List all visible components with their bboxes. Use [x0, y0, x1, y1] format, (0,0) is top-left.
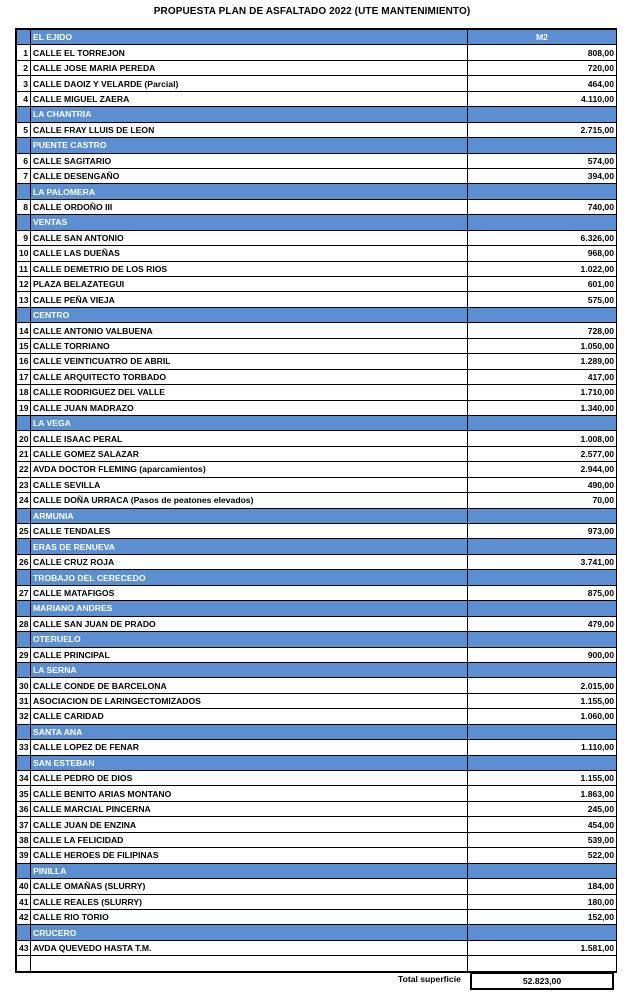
row-number: 27: [17, 585, 31, 600]
area-m2: 1.581,00: [468, 940, 617, 955]
area-m2: 184,00: [468, 879, 617, 894]
area-m2: 575,00: [468, 292, 617, 307]
area-m2: 464,00: [468, 76, 617, 91]
zone-header-row: [17, 755, 617, 770]
street-name: PLAZA BELAZATEGUI: [31, 277, 468, 292]
row-number: 14: [17, 323, 31, 338]
zone-name: MARIANO ANDRES: [31, 601, 468, 616]
document-title: PROPUESTA PLAN DE ASFALTADO 2022 (UTE MANTENIMIENTO): [153, 6, 471, 17]
blank-row: [17, 956, 617, 971]
total-value-box: 52.823,00: [470, 972, 614, 990]
zone-name: LA PALOMERA: [31, 184, 468, 199]
area-m2: 245,00: [468, 801, 617, 816]
row-number: 34: [17, 771, 31, 786]
area-m2: 1.060,00: [468, 709, 617, 724]
row-number: 20: [17, 431, 31, 446]
street-name: CALLE ISAAC PERAL: [31, 431, 468, 446]
area-m2: 728,00: [468, 323, 617, 338]
zone-index-cell: [17, 601, 31, 616]
blank-cell: [468, 956, 617, 971]
table-row: [17, 771, 617, 786]
table-row: [17, 168, 617, 183]
zone-header-row: [17, 632, 617, 647]
row-number: 38: [17, 832, 31, 847]
zone-name: SAN ESTEBAN: [31, 755, 468, 770]
table-row: [17, 894, 617, 909]
area-m2: 1.008,00: [468, 431, 617, 446]
row-number: 39: [17, 848, 31, 863]
zone-name: LA VEGA: [31, 415, 468, 430]
zone-header-row: [17, 107, 617, 122]
zone-m2-cell: [468, 863, 617, 878]
zone-name: OTERUELO: [31, 632, 468, 647]
row-number: 13: [17, 292, 31, 307]
street-name: CALLE ORDOÑO III: [31, 199, 468, 214]
zone-m2-cell: [468, 138, 617, 153]
zone-header-row: [17, 662, 617, 677]
table-row: [17, 122, 617, 137]
row-number: 37: [17, 817, 31, 832]
street-name: CALLE LA FELICIDAD: [31, 832, 468, 847]
zone-m2-cell: [468, 508, 617, 523]
area-m2: 740,00: [468, 199, 617, 214]
table-row: [17, 493, 617, 508]
street-name: CALLE CARIDAD: [31, 709, 468, 724]
area-m2: 720,00: [468, 60, 617, 75]
zone-header-row: [17, 30, 617, 45]
street-name: CALLE FRAY LLUIS DE LEON: [31, 122, 468, 137]
street-name: CALLE MARCIAL PINCERNA: [31, 801, 468, 816]
table-row: [17, 323, 617, 338]
row-number: 15: [17, 338, 31, 353]
table-row: [17, 909, 617, 924]
zone-index-cell: [17, 570, 31, 585]
asphalt-plan-table: [15, 28, 617, 973]
table-row: [17, 385, 617, 400]
row-number: 16: [17, 354, 31, 369]
table-row: [17, 369, 617, 384]
area-m2: 875,00: [468, 585, 617, 600]
zone-index-cell: [17, 508, 31, 523]
street-name: CALLE EL TORREJON: [31, 45, 468, 60]
area-m2: 454,00: [468, 817, 617, 832]
zone-index-cell: [17, 925, 31, 940]
area-m2: 6.326,00: [468, 230, 617, 245]
zone-m2-cell: [468, 601, 617, 616]
zone-name: EL EJIDO: [31, 30, 468, 45]
street-name: CALLE ANTONIO VALBUENA: [31, 323, 468, 338]
table-row: [17, 477, 617, 492]
row-number: 11: [17, 261, 31, 276]
zone-header-row: [17, 539, 617, 554]
row-number: 10: [17, 246, 31, 261]
row-number: 12: [17, 277, 31, 292]
street-name: CALLE SAN JUAN DE PRADO: [31, 616, 468, 631]
row-number: 2: [17, 60, 31, 75]
street-name: CALLE BENITO ARIAS MONTANO: [31, 786, 468, 801]
zone-m2-cell: [468, 570, 617, 585]
zone-name: ERAS DE RENUEVA: [31, 539, 468, 554]
table-row: [17, 740, 617, 755]
row-number: 30: [17, 678, 31, 693]
area-m2: 1.710,00: [468, 385, 617, 400]
zone-header-row: [17, 724, 617, 739]
street-name: CALLE RIO TORIO: [31, 909, 468, 924]
zone-index-cell: [17, 755, 31, 770]
street-name: CALLE DEMETRIO DE LOS RIOS: [31, 261, 468, 276]
table-row: [17, 678, 617, 693]
zone-header-row: [17, 925, 617, 940]
table-row: [17, 199, 617, 214]
zone-m2-cell: [468, 632, 617, 647]
area-m2: 1.050,00: [468, 338, 617, 353]
area-m2: 2.944,00: [468, 462, 617, 477]
row-number: 42: [17, 909, 31, 924]
row-number: 7: [17, 168, 31, 183]
row-number: 22: [17, 462, 31, 477]
table-row: [17, 585, 617, 600]
area-m2: 968,00: [468, 246, 617, 261]
zone-index-cell: [17, 662, 31, 677]
zone-index-cell: [17, 415, 31, 430]
street-name: CALLE JOSE MARIA PEREDA: [31, 60, 468, 75]
zone-header-row: [17, 307, 617, 322]
zone-index-cell: [17, 307, 31, 322]
zone-m2-cell: [468, 755, 617, 770]
street-name: CALLE DESENGAÑO: [31, 168, 468, 183]
row-number: 28: [17, 616, 31, 631]
area-m2: 1.340,00: [468, 400, 617, 415]
area-m2: 1.155,00: [468, 771, 617, 786]
zone-index-cell: [17, 107, 31, 122]
table-row: [17, 462, 617, 477]
area-m2: 601,00: [468, 277, 617, 292]
street-name: CALLE OMAÑAS (SLURRY): [31, 879, 468, 894]
street-name: CALLE GOMEZ SALAZAR: [31, 446, 468, 461]
blank-cell: [31, 956, 468, 971]
street-name: CALLE MATAFIGOS: [31, 585, 468, 600]
table-row: [17, 338, 617, 353]
zone-m2-cell: [468, 925, 617, 940]
zone-m2-cell: [468, 724, 617, 739]
street-name: CALLE JUAN DE ENZINA: [31, 817, 468, 832]
street-name: CALLE DAOIZ Y VELARDE (Parcial): [31, 76, 468, 91]
street-name: CALLE MIGUEL ZAERA: [31, 91, 468, 106]
area-m2: 70,00: [468, 493, 617, 508]
area-m2: 2.715,00: [468, 122, 617, 137]
area-m2: 973,00: [468, 524, 617, 539]
table-row: [17, 261, 617, 276]
row-number: 26: [17, 554, 31, 569]
row-number: 8: [17, 199, 31, 214]
zone-name: TROBAJO DEL CERECEDO: [31, 570, 468, 585]
area-m2: 2.015,00: [468, 678, 617, 693]
table-row: [17, 292, 617, 307]
row-number: 6: [17, 153, 31, 168]
row-number: 23: [17, 477, 31, 492]
row-number: 35: [17, 786, 31, 801]
street-name: CALLE VEINTICUATRO DE ABRIL: [31, 354, 468, 369]
table-row: [17, 616, 617, 631]
area-m2: 900,00: [468, 647, 617, 662]
street-name: CALLE TORRIANO: [31, 338, 468, 353]
area-m2: 1.022,00: [468, 261, 617, 276]
area-m2: 808,00: [468, 45, 617, 60]
street-name: CALLE SAN ANTONIO: [31, 230, 468, 245]
table-row: [17, 524, 617, 539]
street-name: CALLE SAGITARIO: [31, 153, 468, 168]
table-row: [17, 554, 617, 569]
zone-header-row: [17, 570, 617, 585]
row-number: 32: [17, 709, 31, 724]
area-m2: 180,00: [468, 894, 617, 909]
table-row: [17, 153, 617, 168]
table-row: [17, 693, 617, 708]
zone-name: CENTRO: [31, 307, 468, 322]
table-row: [17, 354, 617, 369]
area-m2: 522,00: [468, 848, 617, 863]
zone-name: CRUCERO: [31, 925, 468, 940]
zone-index-cell: [17, 724, 31, 739]
table-row: [17, 848, 617, 863]
area-m2: 4.110,00: [468, 91, 617, 106]
zone-m2-cell: [468, 215, 617, 230]
m2-column-header: M2: [468, 30, 617, 45]
zone-name: VENTAS: [31, 215, 468, 230]
table-row: [17, 817, 617, 832]
table-row: [17, 277, 617, 292]
table-row: [17, 940, 617, 955]
table-row: [17, 400, 617, 415]
row-number: 43: [17, 940, 31, 955]
area-m2: 2.577,00: [468, 446, 617, 461]
zone-header-row: [17, 215, 617, 230]
table-row: [17, 246, 617, 261]
zone-m2-cell: [468, 307, 617, 322]
street-name: AVDA QUEVEDO HASTA T.M.: [31, 940, 468, 955]
zone-index-cell: [17, 539, 31, 554]
row-number: 17: [17, 369, 31, 384]
row-number: 5: [17, 122, 31, 137]
area-m2: 479,00: [468, 616, 617, 631]
row-number: 18: [17, 385, 31, 400]
area-m2: 490,00: [468, 477, 617, 492]
row-number: 40: [17, 879, 31, 894]
zone-m2-cell: [468, 539, 617, 554]
zone-header-row: [17, 184, 617, 199]
table-row: [17, 60, 617, 75]
zone-m2-cell: [468, 184, 617, 199]
zone-name: PUENTE CASTRO: [31, 138, 468, 153]
zone-name: PINILLA: [31, 863, 468, 878]
street-name: CALLE ARQUITECTO TORBADO: [31, 369, 468, 384]
street-name: CALLE HEROES DE FILIPINAS: [31, 848, 468, 863]
table-row: [17, 879, 617, 894]
zone-m2-cell: [468, 415, 617, 430]
table-row: [17, 801, 617, 816]
zone-index-cell: [17, 215, 31, 230]
zone-header-row: [17, 601, 617, 616]
row-number: 4: [17, 91, 31, 106]
street-name: CALLE PEDRO DE DIOS: [31, 771, 468, 786]
zone-m2-cell: [468, 662, 617, 677]
street-name: CALLE CRUZ ROJA: [31, 554, 468, 569]
area-m2: 1.155,00: [468, 693, 617, 708]
table-row: [17, 91, 617, 106]
street-name: AVDA DOCTOR FLEMING (aparcamientos): [31, 462, 468, 477]
row-number: 21: [17, 446, 31, 461]
row-number: 3: [17, 76, 31, 91]
table-row: [17, 230, 617, 245]
area-m2: 539,00: [468, 832, 617, 847]
street-name: CALLE SEVILLA: [31, 477, 468, 492]
street-name: CALLE LOPEZ DE FENAR: [31, 740, 468, 755]
table-row: [17, 446, 617, 461]
zone-name: ARMUNIA: [31, 508, 468, 523]
row-number: 29: [17, 647, 31, 662]
blank-cell: [17, 956, 31, 971]
table-row: [17, 647, 617, 662]
row-number: 36: [17, 801, 31, 816]
zone-name: LA CHANTRIA: [31, 107, 468, 122]
row-number: 9: [17, 230, 31, 245]
street-name: CALLE REALES (SLURRY): [31, 894, 468, 909]
street-name: CALLE CONDE DE BARCELONA: [31, 678, 468, 693]
area-m2: 574,00: [468, 153, 617, 168]
row-number: 24: [17, 493, 31, 508]
street-name: ASOCIACION DE LARINGECTOMIZADOS: [31, 693, 468, 708]
row-number: 41: [17, 894, 31, 909]
zone-m2-cell: [468, 107, 617, 122]
street-name: CALLE PRINCIPAL: [31, 647, 468, 662]
zone-header-row: [17, 415, 617, 430]
row-number: 25: [17, 524, 31, 539]
street-name: CALLE PEÑA VIEJA: [31, 292, 468, 307]
area-m2: 394,00: [468, 168, 617, 183]
area-m2: 417,00: [468, 369, 617, 384]
area-m2: 1.289,00: [468, 354, 617, 369]
table-row: [17, 709, 617, 724]
zone-name: SANTA ANA: [31, 724, 468, 739]
zone-name: LA SERNA: [31, 662, 468, 677]
area-m2: 1.863,00: [468, 786, 617, 801]
area-m2: 152,00: [468, 909, 617, 924]
street-name: CALLE LAS DUEÑAS: [31, 246, 468, 261]
row-number: 19: [17, 400, 31, 415]
row-number: 31: [17, 693, 31, 708]
table-body: [17, 30, 617, 972]
zone-header-row: [17, 863, 617, 878]
table-row: [17, 832, 617, 847]
table-row: [17, 786, 617, 801]
zone-index-cell: [17, 184, 31, 199]
total-label: Total superficie: [398, 974, 461, 984]
zone-index-cell: [17, 632, 31, 647]
zone-index-cell: [17, 30, 31, 45]
zone-index-cell: [17, 138, 31, 153]
table-row: [17, 76, 617, 91]
zone-header-row: [17, 508, 617, 523]
street-name: CALLE TENDALES: [31, 524, 468, 539]
street-name: CALLE DOÑA URRACA (Pasos de peatones elevados): [31, 493, 468, 508]
row-number: 1: [17, 45, 31, 60]
area-m2: 3.741,00: [468, 554, 617, 569]
area-m2: 1.110,00: [468, 740, 617, 755]
street-name: CALLE RODRIGUEZ DEL VALLE: [31, 385, 468, 400]
zone-index-cell: [17, 863, 31, 878]
zone-header-row: [17, 138, 617, 153]
street-name: CALLE JUAN MADRAZO: [31, 400, 468, 415]
table-row: [17, 45, 617, 60]
table-row: [17, 431, 617, 446]
row-number: 33: [17, 740, 31, 755]
